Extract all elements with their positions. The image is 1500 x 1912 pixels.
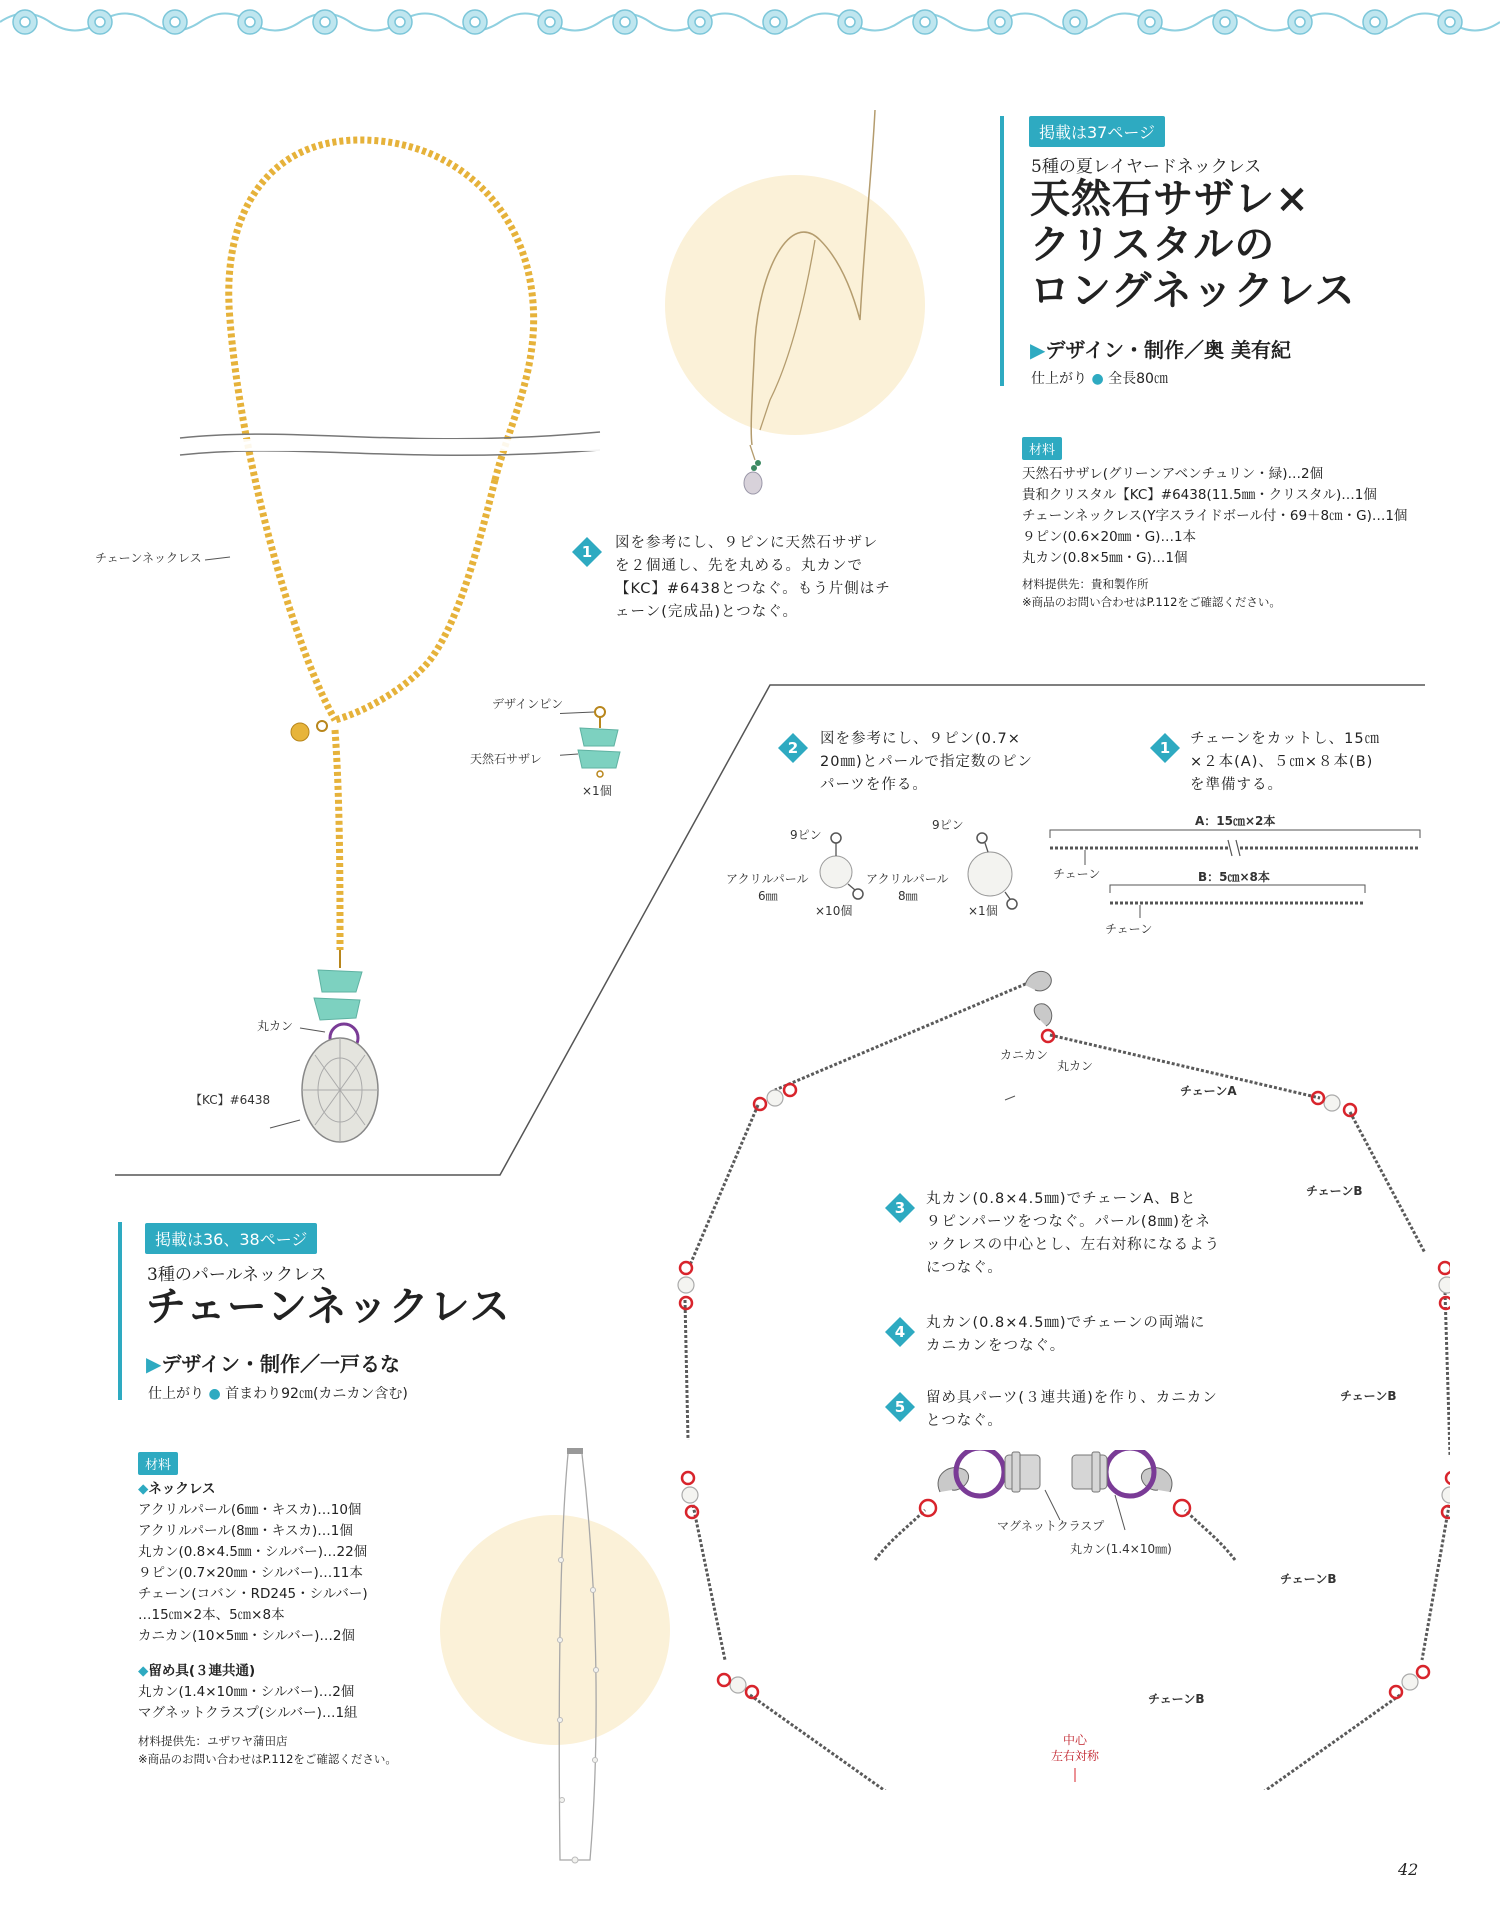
label-maru-14: 丸カン(1.4×10㎜): [1070, 1542, 1172, 1556]
step-line: 丸カン(0.8×4.5㎜)でチェーンの両端に: [926, 1315, 1206, 1331]
material-item: 天然石サザレ(グリーンアベンチュリン・緑)…2個: [1022, 466, 1324, 482]
group-heading: ◆留め具(３連共通): [138, 1663, 256, 1679]
label-stone: 天然石サザレ: [470, 752, 542, 766]
label-pearl-8: アクリルパール: [866, 872, 949, 886]
step-number: 1: [1159, 739, 1171, 757]
bottom-materials: [138, 1452, 397, 1768]
bottom-designer: [146, 1348, 400, 1377]
label-center-1: 中心: [1062, 1733, 1087, 1747]
step-line: 20㎜)とパールで指定数のピン: [820, 754, 1033, 770]
label-chain-b-3: チェーンB: [1280, 1572, 1337, 1586]
material-item: チェーンネックレス(Y字スライドボール付・69＋8㎝・G)…1個: [1022, 508, 1408, 524]
inquiry-note: ※商品のお問い合わせはP.112をご確認ください。: [138, 1752, 397, 1766]
step-line: チェーンをカットし、15㎝: [1190, 731, 1381, 747]
step-line: パーツを作る。: [820, 777, 928, 793]
step-1-text: [1190, 728, 1380, 797]
label-jump-ring: 丸カン: [257, 1019, 294, 1033]
step-line: 図を参考にし、９ピンに天然石サザレ: [615, 535, 879, 551]
dot-icon: ●: [1091, 371, 1104, 387]
material-item: 貴和クリスタル【KC】#6438(11.5㎜・クリスタル)…1個: [1022, 487, 1377, 503]
label-chain-b-dim: B：5㎝×8本: [1198, 870, 1270, 884]
bottom-materials-label: 材料: [138, 1452, 178, 1475]
label-chain-1: チェーン: [1053, 867, 1101, 881]
clasp-detail-diagram: [870, 1450, 1240, 1570]
label-center: [1025, 1732, 1125, 1764]
top-materials-label: 材料: [1022, 437, 1062, 460]
step-line: ×２本(A)、５㎝×８本(B): [1190, 754, 1374, 770]
material-item: チェーン(コバン・RD245・シルバー): [138, 1586, 368, 1602]
supplier-note: 材料提供先：ユザワヤ蒲田店: [138, 1734, 288, 1748]
label-pearl-8-size: 8㎜: [898, 889, 918, 903]
triangle-icon: ▶: [146, 1352, 162, 1376]
top-title-line-3: ロングネックレス: [1030, 267, 1356, 314]
step-3-text: [926, 1188, 1220, 1280]
label-crystal: 【KC】#6438: [190, 1093, 271, 1107]
photo-backdrop: [440, 1515, 670, 1745]
bottom-finish-label: 仕上がり: [148, 1386, 204, 1402]
label-chain-necklace: チェーンネックレス: [95, 551, 202, 565]
label-pearl-6-size: 6㎜: [758, 889, 778, 903]
material-item: 丸カン(1.4×10㎜・シルバー)…2個: [138, 1684, 355, 1700]
triangle-icon: ▶: [1030, 338, 1046, 362]
step-number: 5: [894, 1398, 906, 1416]
step-line: カニカンをつなぐ。: [926, 1338, 1066, 1354]
label-qty-1: ×1個: [582, 784, 612, 798]
label-pearl-6: アクリルパール: [726, 872, 809, 886]
top-page-tag: 掲載は37ページ: [1029, 116, 1165, 147]
step-line: を準備する。: [1190, 777, 1283, 793]
material-item: カニカン(10×5㎜・シルバー)…2個: [138, 1628, 355, 1644]
chain-necklace-diagram: [650, 960, 1450, 1790]
step-line: ェーン(完成品)とつなぐ。: [615, 604, 798, 620]
step-line: とつなぐ。: [926, 1413, 1003, 1429]
material-item: 丸カン(0.8×4.5㎜・シルバー)…22個: [138, 1544, 368, 1560]
pearl-6mm: [820, 856, 852, 888]
label-qty-10: ×10個: [815, 904, 853, 918]
top-series-subtitle: 5種の夏レイヤードネックレス: [1031, 157, 1262, 177]
top-title-line-1: 天然石サザレ×: [1030, 175, 1310, 222]
label-kanikan: カニカン: [1000, 1048, 1049, 1062]
label-chain-b-4: チェーンB: [1148, 1692, 1205, 1706]
step-line: 図を参考にし、９ピン(0.7×: [820, 731, 1021, 747]
step-line: ９ピンパーツをつなぐ。パール(8㎜)をネ: [926, 1214, 1211, 1230]
bottom-designer-text: デザイン・制作／一戸るな: [161, 1352, 400, 1376]
material-item: ９ピン(0.7×20㎜・シルバー)…11本: [138, 1565, 363, 1581]
label-9pin-a: 9ピン: [790, 828, 822, 842]
top-designer-text: デザイン・制作／奥 美有紀: [1045, 338, 1291, 362]
bottom-photo: [440, 1440, 680, 1880]
step-line: 丸カン(0.8×4.5㎜)でチェーンA、Bと: [926, 1191, 1197, 1207]
label-design-pin: デザインピン: [492, 697, 564, 711]
bottom-series-subtitle: 3種のパールネックレス: [147, 1265, 327, 1285]
bottom-page-tag: 掲載は36、38ページ: [145, 1223, 317, 1254]
step-line: 留め具パーツ(３連共通)を作り、カニカン: [926, 1390, 1218, 1406]
group-heading: ◆ネックレス: [138, 1481, 216, 1497]
magnet-clasp: [1005, 1452, 1107, 1492]
step-number: 1: [581, 543, 593, 561]
top-finish-value: 全長80㎝: [1108, 371, 1168, 387]
bottom-materials-list: [138, 1479, 397, 1724]
step-line: につなぐ。: [926, 1260, 1003, 1276]
bottom-finish: [148, 1383, 408, 1403]
step-line: ックレスの中心とし、左右対称になるよう: [926, 1237, 1221, 1253]
label-maru: 丸カン: [1057, 1059, 1094, 1073]
step-2-text: [820, 728, 1033, 797]
material-item: …15㎝×2本、5㎝×8本: [138, 1607, 285, 1623]
step-number: 3: [894, 1199, 906, 1217]
bottom-title: チェーンネックレス: [146, 1283, 511, 1330]
label-9pin-b: 9ピン: [932, 818, 964, 832]
top-finish-label: 仕上がり: [1031, 371, 1087, 387]
material-item: マグネットクラスプ(シルバー)…1組: [138, 1705, 358, 1721]
bottom-finish-value: 首まわり92㎝(カニカン含む): [225, 1386, 408, 1402]
label-magnet-clasp: マグネットクラスプ: [997, 1519, 1105, 1533]
material-item: ９ピン(0.6×20㎜・G)…1本: [1022, 529, 1197, 545]
dot-icon: ●: [208, 1386, 221, 1402]
lobster-clasp: [1034, 1004, 1052, 1026]
label-chain-b-2: チェーンB: [1340, 1389, 1397, 1403]
step-5-text: [926, 1387, 1218, 1433]
pearl-8mm: [968, 852, 1012, 896]
label-chain-a-dim: A：15㎝×2本: [1195, 814, 1276, 828]
label-chain-2: チェーン: [1105, 922, 1153, 936]
material-item: アクリルパール(6㎜・キスカ)…10個: [138, 1502, 362, 1518]
bottom-notes: [138, 1732, 397, 1768]
supplier-note: 材料提供先：貴和製作所: [1022, 577, 1149, 591]
page-number: 42: [1398, 1860, 1419, 1879]
label-center-2: 左右対称: [1050, 1749, 1099, 1763]
step-number: 2: [787, 739, 799, 757]
step-number: 4: [894, 1323, 906, 1341]
top-title-line-2: クリスタルの: [1030, 221, 1276, 268]
bottom-accent-bar: [118, 1222, 122, 1400]
step-line: を２個通し、先を丸める。丸カンで: [615, 558, 863, 574]
label-chain-a: チェーンA: [1180, 1084, 1237, 1098]
inquiry-note: ※商品のお問い合わせはP.112をご確認ください。: [1022, 595, 1281, 609]
step-line: 【KC】#6438とつなぐ。もう片側はチ: [615, 581, 891, 597]
label-chain-b-1: チェーンB: [1306, 1184, 1363, 1198]
material-item: 丸カン(0.8×5㎜・G)…1個: [1022, 550, 1188, 566]
step-4-text: [926, 1312, 1205, 1358]
material-item: アクリルパール(8㎜・キスカ)…1個: [138, 1523, 353, 1539]
lobster-clasp: [1025, 971, 1051, 991]
label-qty-1b: ×1個: [968, 904, 998, 918]
